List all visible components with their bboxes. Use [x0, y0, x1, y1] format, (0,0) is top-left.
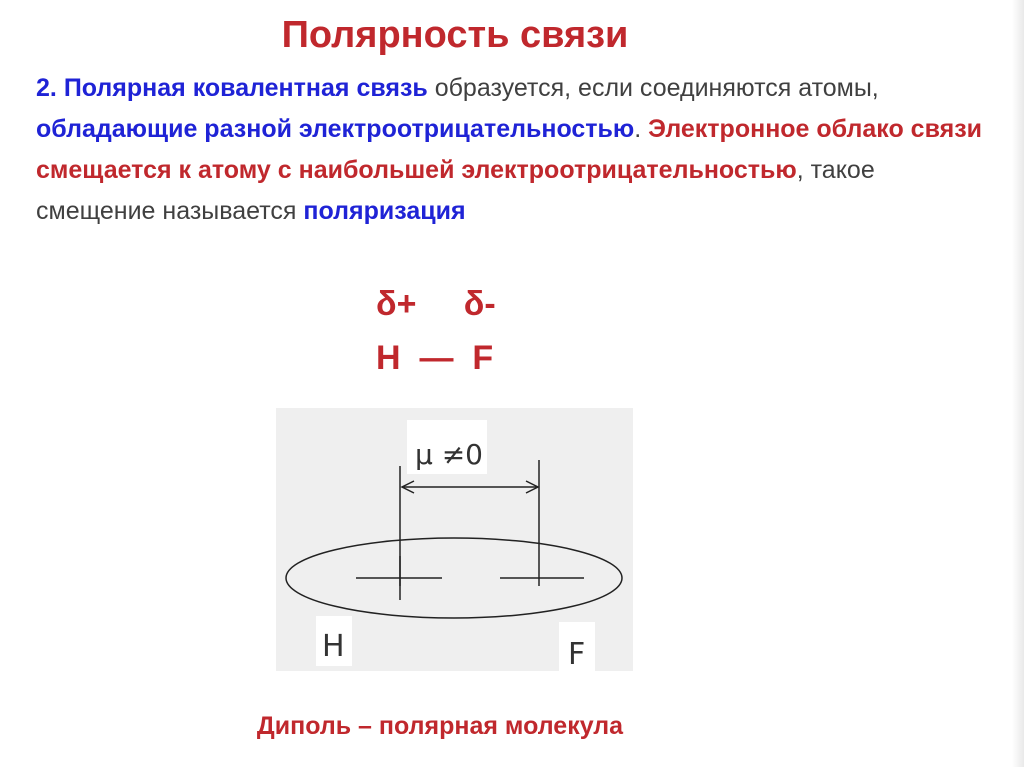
period: .	[634, 115, 642, 143]
term-polar-covalent-bond: Полярная ковалентная связь	[63, 74, 428, 102]
dipole-diagram	[276, 408, 633, 671]
continuation-text: , такое смещение называется	[36, 156, 875, 225]
hf-bond-formula: H — F	[376, 339, 494, 377]
term-polarization: поляризация	[303, 197, 466, 225]
definition-paragraph	[36, 68, 996, 232]
slide-edge-shadow	[1012, 0, 1024, 767]
condition-text: обладающие разной электроотрицательностью	[36, 115, 635, 143]
shift-sentence: Электронное облако связи смещается к атому с наибольшей электроотрицательностью	[36, 115, 983, 184]
slide-title: Полярность связи	[281, 14, 629, 56]
atom-f-label: F	[568, 637, 586, 671]
definition-text: образуется, если соединяются атомы,	[427, 74, 879, 102]
dipole-caption: Диполь – полярная молекула	[256, 712, 624, 740]
atom-h-label: H	[322, 629, 345, 664]
partial-charges: δ+ δ-	[376, 285, 496, 323]
dipole-moment-label: μ ≠0	[415, 438, 483, 471]
dipole-diagram-svg	[276, 408, 633, 671]
item-number: 2.	[36, 74, 57, 102]
